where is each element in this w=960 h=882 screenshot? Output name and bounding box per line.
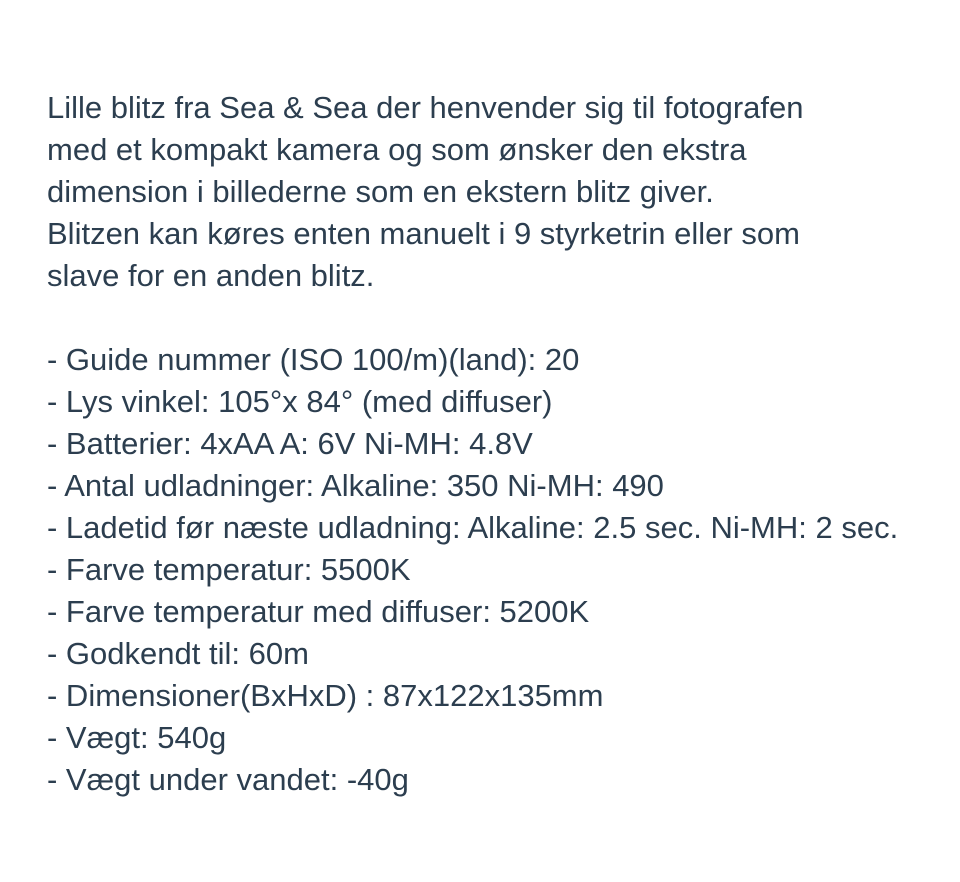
spec-batteries: - Batterier: 4xAA A: 6V Ni-MH: 4.8V — [47, 426, 533, 461]
spec-list — [47, 339, 920, 801]
spec-color-temperature: - Farve temperatur: 5500K — [47, 552, 411, 587]
spec-dimensions: - Dimensioner(BxHxD) : 87x122x135mm — [47, 678, 604, 713]
spec-weight-underwater: - Vægt under vandet: -40g — [47, 762, 409, 797]
spec-depth-rating: - Godkendt til: 60m — [47, 636, 309, 671]
spec-color-temperature-diffuser: - Farve temperatur med diffuser: 5200K — [47, 594, 590, 629]
spec-recycle-time: - Ladetid før næste udladning: Alkaline: 2.5 sec. Ni-MH: 2 sec. — [47, 510, 899, 545]
spec-flash-count: - Antal udladninger: Alkaline: 350 Ni-MH: 490 — [47, 468, 664, 503]
product-description-text: Lille blitz fra Sea & Sea der henvender sig til fotografen med et kompakt kamera og som ønsker den ekstra dimension i billederne som en ekstern blitz giver. Blitzen kan køres enten manuelt i 9 styrketrin eller som slave for en anden blitz. — [47, 90, 804, 293]
spec-guide-number: - Guide nummer (ISO 100/m)(land): 20 — [47, 342, 580, 377]
spec-light-angle: - Lys vinkel: 105°x 84° (med diffuser) — [47, 384, 553, 419]
spec-weight: - Vægt: 540g — [47, 720, 227, 755]
